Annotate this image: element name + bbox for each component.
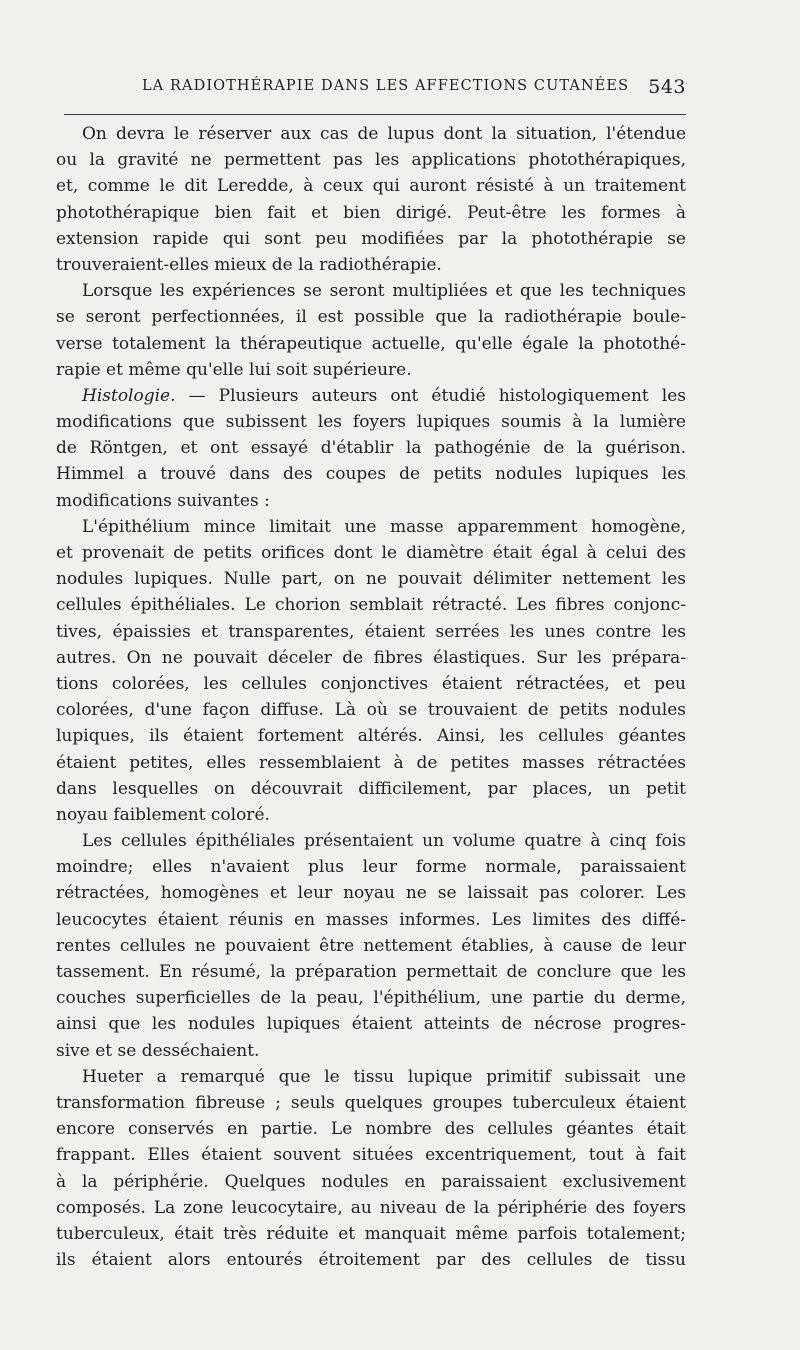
text-line: colorées, d'une façon diffuse. Là où se trouvaient de petits nodules bbox=[56, 700, 686, 721]
text-line: rétractées, homogènes et leur noyau ne se laissait pas colorer. Les bbox=[56, 883, 686, 904]
text-line: — Plusieurs auteurs ont étudié histologiquement les bbox=[188, 385, 686, 406]
text-line: moindre; elles n'avaient plus leur forme normale, paraissaient bbox=[56, 857, 686, 878]
text-line: encore conservés en partie. Le nombre des cellules géantes était bbox=[56, 1119, 686, 1140]
text-line: frappant. Elles étaient souvent situées excentriquement, tout à fait bbox=[56, 1145, 686, 1166]
text-line: transformation fibreuse ; seuls quelques groupes tuberculeux étaient bbox=[56, 1092, 686, 1113]
text-line: composés. La zone leucocytaire, au niveau de la périphérie des foyers bbox=[56, 1197, 686, 1218]
text-line: noyau faiblement coloré. bbox=[56, 804, 270, 825]
histologie-line bbox=[56, 383, 686, 409]
text-line: sive et se desséchaient. bbox=[56, 1040, 260, 1061]
text-line: Les cellules épithéliales présentaient un volume quatre à cinq fois bbox=[82, 831, 686, 852]
text-line: tions colorées, les cellules conjonctives étaient rétractées, et peu bbox=[56, 673, 686, 694]
text-line: ou la gravité ne permettent pas les applications photothérapiques, bbox=[56, 150, 686, 171]
text-line: photothérapique bien fait et bien dirigé. Peut-être les formes à bbox=[56, 202, 686, 223]
text-line: cellules épithéliales. Le chorion semblait rétracté. Les fibres conjonc- bbox=[56, 595, 686, 616]
text-line: verse totalement la thérapeutique actuelle, qu'elle égale la photothé- bbox=[56, 333, 686, 354]
text-line: et, comme le dit Leredde, à ceux qui auront résisté à un traitement bbox=[56, 176, 686, 197]
text-line: extension rapide qui sont peu modifiées par la photothérapie se bbox=[56, 228, 686, 249]
text-line: tuberculeux, était très réduite et manquait même parfois totalement; bbox=[56, 1223, 686, 1244]
text-line: étaient petites, elles ressemblaient à de petites masses rétractées bbox=[56, 752, 686, 773]
text-line: tassement. En résumé, la préparation permettait de conclure que les bbox=[56, 962, 686, 982]
text-line: à la périphérie. Quelques nodules en paraissaient exclusivement bbox=[56, 1171, 686, 1192]
text-line: modifications que subissent les foyers lupiques soumis à la lumière bbox=[56, 412, 686, 433]
running-title: LA RADIOTHÉRAPIE DANS LES AFFECTIONS CUTANÉES bbox=[142, 78, 630, 94]
text-line: leucocytes étaient réunis en masses informes. Les limites des diffé- bbox=[56, 909, 686, 930]
body-text bbox=[56, 121, 686, 1273]
text-line: rentes cellules ne pouvaient être nettement établies, à cause de leur bbox=[56, 935, 686, 956]
text-line: et provenait de petits orifices dont le diamètre était égal à celui des bbox=[56, 543, 686, 563]
text-line: Lorsque les expériences se seront multipliées et que les techniques bbox=[82, 281, 686, 302]
book-page bbox=[56, 0, 686, 1350]
text-line: trouveraient-elles mieux de la radiothérapie. bbox=[56, 254, 442, 275]
running-head bbox=[56, 76, 686, 100]
text-line: tives, épaissies et transparentes, étaient serrées les unes contre les bbox=[56, 621, 686, 642]
text-line: On devra le réserver aux cas de lupus dont la situation, l'étendue bbox=[82, 124, 686, 144]
text-line: ainsi que les nodules lupiques étaient atteints de nécrose progres- bbox=[56, 1014, 686, 1035]
header-rule bbox=[64, 114, 686, 115]
text-line: Hueter a remarqué que le tissu lupique primitif subissait une bbox=[82, 1066, 686, 1087]
text-line: couches superficielles de la peau, l'épithélium, une partie du derme, bbox=[56, 988, 686, 1009]
section-heading-histologie: Histologie. bbox=[82, 385, 176, 406]
text-line: de Röntgen, et ont essayé d'établir la pathogénie de la guérison. bbox=[56, 438, 686, 459]
text-line: rapie et même qu'elle lui soit supérieure. bbox=[56, 359, 412, 380]
text-line: lupiques, ils étaient fortement altérés. Ainsi, les cellules géantes bbox=[56, 726, 686, 747]
text-line: ils étaient alors entourés étroitement par des cellules de tissu bbox=[56, 1250, 686, 1271]
text-line: Himmel a trouvé dans des coupes de petits nodules lupiques les bbox=[56, 464, 686, 485]
text-line: se seront perfectionnées, il est possible que la radiothérapie boule- bbox=[56, 307, 686, 328]
text-line: dans lesquelles on découvrait difficilement, par places, un petit bbox=[56, 778, 686, 799]
text-line: autres. On ne pouvait déceler de fibres élastiques. Sur les prépara- bbox=[56, 647, 686, 668]
text-line: nodules lupiques. Nulle part, on ne pouvait délimiter nettement les bbox=[56, 569, 686, 590]
text-line: L'épithélium mince limitait une masse apparemment homogène, bbox=[82, 516, 686, 537]
text-line: modifications suivantes : bbox=[56, 490, 270, 511]
page-number: 543 bbox=[648, 76, 686, 98]
